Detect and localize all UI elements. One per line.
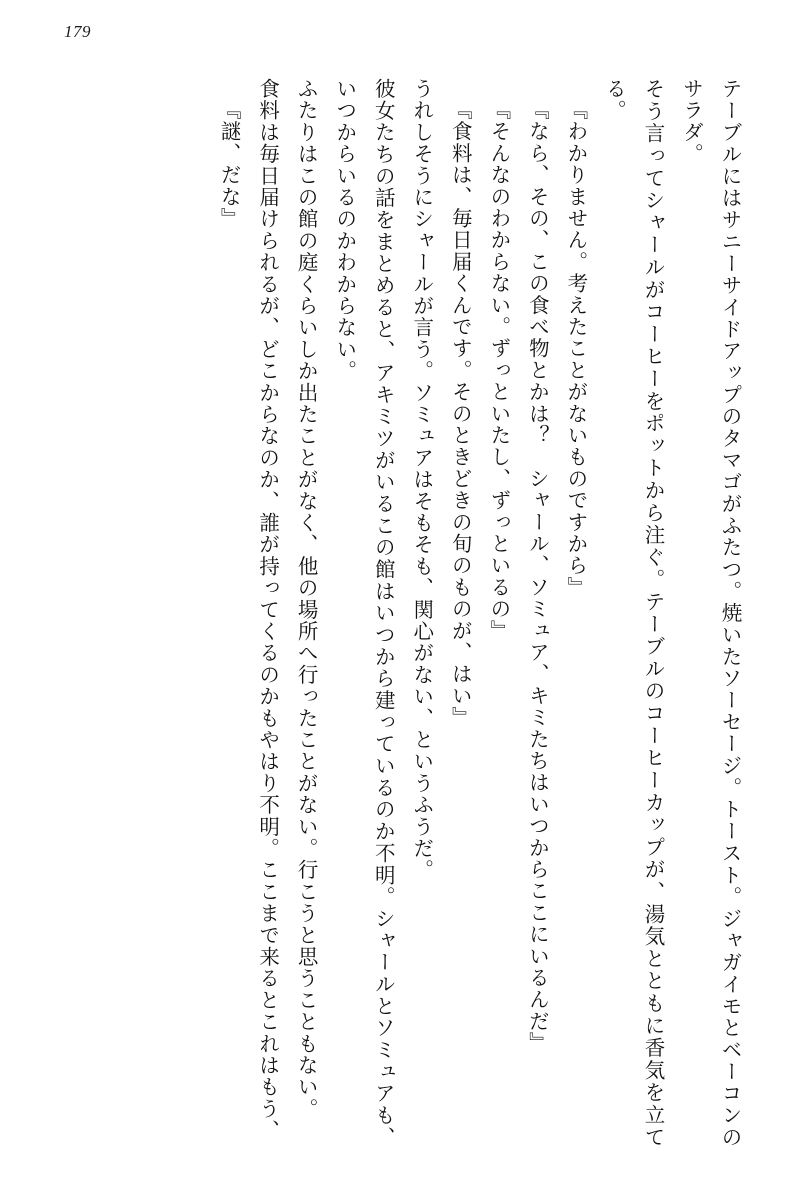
paragraph: うれしそうにシャールが言う。ソミュアはそもそも、関心がない、というふうだ。 <box>409 78 432 881</box>
paragraph: 食料は毎日届けられるが、どこからなのか、誰が持ってくるのかもやはり不明。ここまで来るとこれはもう、 <box>255 78 278 1142</box>
paragraph: 『謎、だな』 <box>217 99 240 230</box>
paragraph: 彼女たちの話をまとめると、アキミツがいるこの館はいつから建っているのか不明。シャールとソミュアも、いつからいるのかわからない。 <box>332 78 394 1148</box>
paragraph: 『わかりません。考えたことがないものですから』 <box>563 99 586 599</box>
paragraph: テーブルにはサニーサイドアップのタマゴがふたつ。焼いたソーセージ。トースト。ジャガイモとベーコンのサラダ。 <box>679 78 740 1148</box>
paragraph: 『なら、その、この食べ物とかは？ シャール、ソミュア、キミたちはいつからここにいるんだ』 <box>525 99 548 1054</box>
paragraph: そう言ってシャールがコーヒーをポットから注ぐ。テーブルのコーヒーカップが、湯気とともに香気を立てる。 <box>602 78 663 1148</box>
paragraph: 『そんなのわからない。ずっといたし、ずっといるの』 <box>486 99 509 642</box>
page-number: 179 <box>64 22 91 41</box>
page-text-body <box>52 78 748 1148</box>
paragraph: 『食料は、毎日届くんです。そのときどきの旬のものが、はい』 <box>448 99 471 729</box>
paragraph: ふたりはこの館の庭くらいしか出たことがなく、他の場所へ行ったことがない。行こうと思うこともない。 <box>294 78 317 1120</box>
